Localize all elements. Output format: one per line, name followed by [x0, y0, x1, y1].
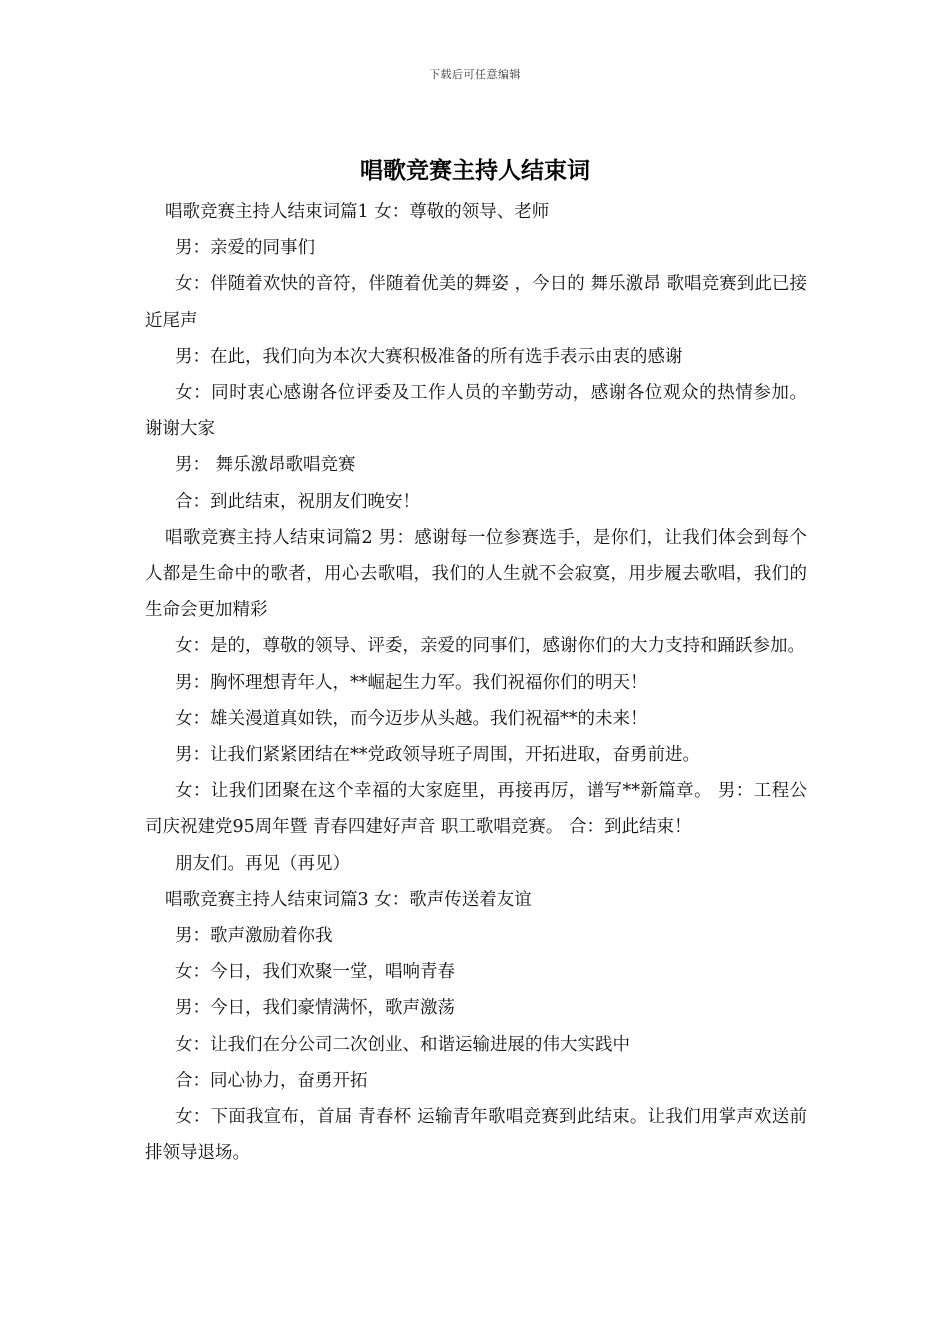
paragraph: 男：在此，我们向为本次大赛积极准备的所有选手表示由衷的感谢 [175, 346, 683, 367]
paragraph: 男：胸怀理想青年人，**崛起生力军。我们祝福你们的明天！ [175, 672, 648, 693]
paragraph: 女：让我们团聚在这个幸福的大家庭里，再接再厉，谱写**新篇章。 男：工程公司庆祝建党95周年暨 青春四建好声音 职工歌唱竞赛。 合：到此结束！ [145, 781, 807, 838]
document-body [145, 194, 807, 1171]
paragraph: 男：今日，我们豪情满怀，歌声激荡 [175, 998, 455, 1019]
paragraph: 男：亲爱的同事们 [175, 238, 315, 259]
paragraph: 女：伴随着欢快的音符，伴随着优美的舞姿 ，今日的 舞乐激昂 歌唱竞赛到此已接近尾声 [145, 274, 807, 331]
paragraph: 女：下面我宣布，首届 青春杯 运输青年歌唱竞赛到此结束。让我们用掌声欢送前排领导退场。 [145, 1107, 807, 1164]
paragraph: 朋友们。再见（再见） [175, 853, 350, 874]
paragraph: 女：同时衷心感谢各位评委及工作人员的辛勤劳动，感谢各位观众的热情参加。 谢谢大家 [145, 383, 807, 440]
paragraph: 女：是的，尊敬的领导、评委，亲爱的同事们，感谢你们的大力支持和踊跃参加。 [175, 636, 805, 657]
paragraph: 唱歌竞赛主持人结束词篇2 男：感谢每一位参赛选手，是你们，让我们体会到每个人都是生命中的歌者，用心去歌唱，我们的人生就不会寂寞，用步履去歌唱，我们的生命会更加精彩 [145, 527, 807, 621]
paragraph: 女：让我们在分公司二次创业、和谐运输进展的伟大实践中 [175, 1034, 630, 1055]
paragraph: 合：同心协力，奋勇开拓 [175, 1070, 368, 1091]
paragraph: 女：雄关漫道真如铁，而今迈步从头越。我们祝福**的未来！ [175, 708, 648, 729]
paragraph: 男： 舞乐激昂歌唱竞赛 [175, 455, 356, 476]
paragraph: 男：让我们紧紧团结在**党政领导班子周围，开拓进取，奋勇前进。 [175, 745, 700, 766]
paragraph: 合：到此结束，祝朋友们晚安！ [175, 491, 420, 512]
paragraph: 唱歌竞赛主持人结束词篇1 女：尊敬的领导、老师 [165, 202, 550, 222]
header-note: 下载后可任意编辑 [429, 68, 521, 81]
paragraph: 唱歌竞赛主持人结束词篇3 女：歌声传送着友谊 [165, 889, 532, 910]
page-title: 唱歌竞赛主持人结束词 [360, 157, 590, 184]
paragraph: 男：歌声激励着你我 [175, 926, 333, 947]
paragraph: 女：今日，我们欢聚一堂，唱响青春 [175, 962, 455, 983]
